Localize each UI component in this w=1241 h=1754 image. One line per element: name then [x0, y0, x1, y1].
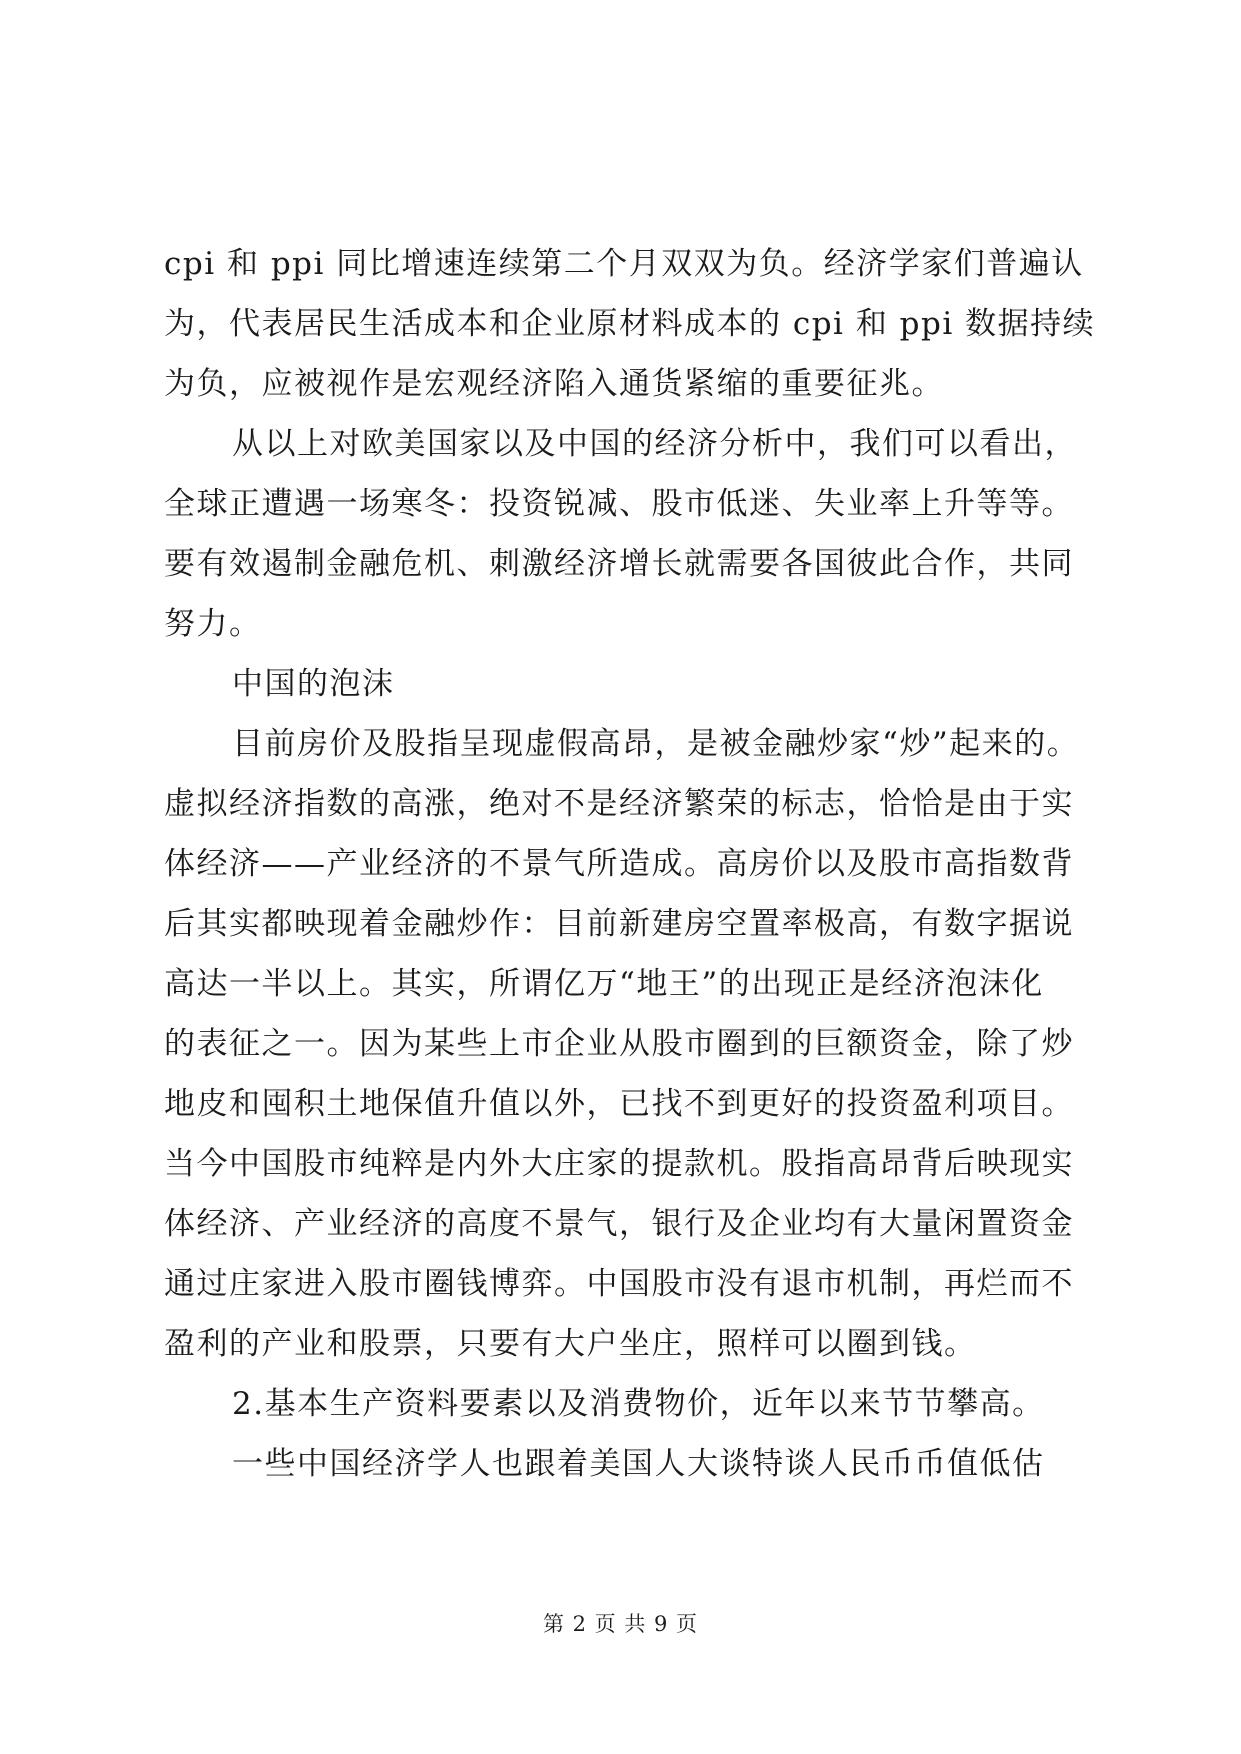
text-line: 努力。 — [164, 606, 262, 642]
text-line: 一些中国经济学人也跟着美国人大谈特谈人民币币值低估 — [232, 1446, 1045, 1482]
text-line: 目前房价及股指呈现虚假高昂，是被金融炒家“炒”起来的。 — [232, 726, 1080, 762]
text-line: 通过庄家进入股市圈钱博弈。中国股市没有退市机制，再烂而不 — [164, 1266, 1074, 1302]
text-line: 的表征之一。因为某些上市企业从股市圈到的巨额资金，除了炒 — [164, 1026, 1074, 1062]
text-line: 地皮和囤积土地保值升值以外，已找不到更好的投资盈利项目。 — [164, 1086, 1074, 1122]
text-line: 高达一半以上。其实，所谓亿万“地王”的出现正是经济泡沫化 — [164, 966, 1044, 1002]
text-line: 当今中国股市纯粹是内外大庄家的提款机。股指高昂背后映现实 — [164, 1146, 1074, 1182]
text-line: 虚拟经济指数的高涨，绝对不是经济繁荣的标志，恰恰是由于实 — [164, 786, 1074, 822]
text-line: 体经济、产业经济的高度不景气，银行及企业均有大量闲置资金 — [164, 1206, 1074, 1242]
text-line: 全球正遭遇一场寒冬：投资锐减、股市低迷、失业率上升等等。 — [164, 486, 1074, 522]
text-line: 为负，应被视作是宏观经济陷入通货紧缩的重要征兆。 — [164, 366, 944, 402]
text-line: 盈利的产业和股票，只要有大户坐庄，照样可以圈到钱。 — [164, 1326, 977, 1362]
text-line: 后其实都映现着金融炒作：目前新建房空置率极高，有数字据说 — [164, 906, 1074, 942]
text-line: 要有效遏制金融危机、刺激经济增长就需要各国彼此合作，共同 — [164, 546, 1074, 582]
text-line: 为，代表居民生活成本和企业原材料成本的 cpi 和 ppi 数据持续 — [164, 306, 1096, 342]
text-line: 从以上对欧美国家以及中国的经济分析中，我们可以看出， — [232, 426, 1077, 462]
text-line: 体经济——产业经济的不景气所造成。高房价以及股市高指数背 — [164, 846, 1074, 882]
page-footer: 第 2 页 共 9 页 — [542, 1612, 699, 1636]
text-line: 2.基本生产资料要素以及消费物价，近年以来节节攀高。 — [232, 1386, 1045, 1422]
body-text — [164, 234, 1096, 1494]
text-line: cpi 和 ppi 同比增速连续第二个月双双为负。经济学家们普遍认 — [164, 246, 1084, 282]
text-line: 中国的泡沫 — [232, 666, 395, 702]
